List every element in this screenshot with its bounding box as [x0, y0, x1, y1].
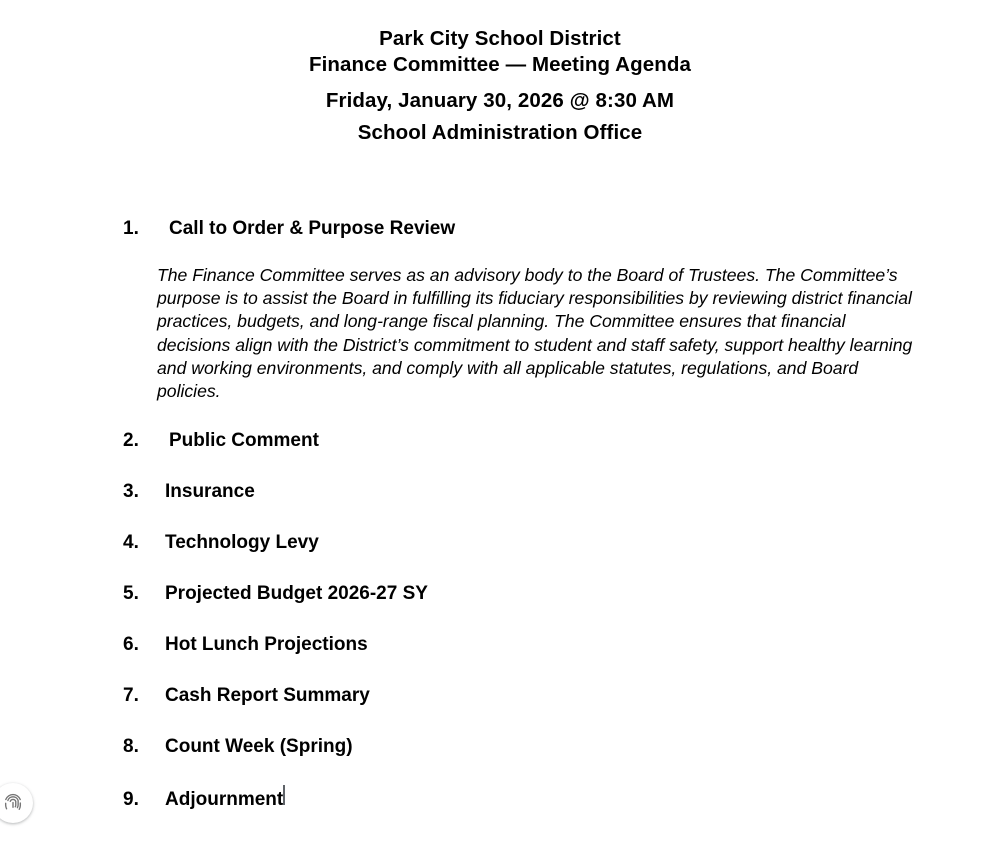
- header-line-datetime: Friday, January 30, 2026 @ 8:30 AM: [325, 89, 675, 112]
- agenda-list: [0, 216, 1000, 813]
- agenda-item-8[interactable]: [0, 734, 1000, 760]
- agenda-item-1[interactable]: [0, 216, 1000, 242]
- spacer: [0, 709, 1000, 734]
- fingerprint-icon: [2, 792, 24, 814]
- agenda-item-title: Hot Lunch Projections: [165, 634, 368, 656]
- agenda-item-7[interactable]: [0, 683, 1000, 709]
- agenda-item-number: 3.: [123, 481, 139, 503]
- agenda-item-4[interactable]: [0, 530, 1000, 556]
- header-line-district: Park City School District: [379, 27, 621, 50]
- fingerprint-button[interactable]: [0, 783, 33, 823]
- agenda-item-2[interactable]: [0, 428, 1000, 454]
- agenda-item-number: 8.: [123, 736, 139, 758]
- agenda-item-number: 1.: [123, 218, 139, 239]
- agenda-item-title: Count Week (Spring): [165, 736, 353, 758]
- spacer: [0, 658, 1000, 683]
- agenda-item-title: Insurance: [165, 481, 255, 503]
- text-caret: [283, 785, 285, 805]
- spacer: [0, 607, 1000, 632]
- agenda-item-number: 4.: [123, 532, 139, 554]
- agenda-item-number: 7.: [123, 685, 139, 707]
- agenda-item-number: 5.: [123, 583, 139, 605]
- spacer: [0, 760, 1000, 785]
- agenda-item-title: Projected Budget 2026-27 SY: [165, 583, 428, 605]
- agenda-item-5[interactable]: [0, 581, 1000, 607]
- spacer: [0, 505, 1000, 530]
- agenda-item-1-description: The Finance Committee serves as an advisory body to the Board of Trustees. The Committee’s purpose is to assist the Board in fulfilling its fiduciary responsibilities by reviewing district financial practices, budgets, and long-range fiscal planning. The Committee ensures that financial decisions align with the District’s commitment to student and staff safety, support healthy learning and working environments, and comply with all applicable statutes, regulations, and Board policies.: [157, 265, 913, 402]
- agenda-item-9[interactable]: [0, 785, 1000, 813]
- header-line-committee: Finance Committee — Meeting Agenda: [309, 53, 691, 76]
- spacer: [0, 403, 1000, 428]
- agenda-item-title: Technology Levy: [165, 532, 319, 554]
- agenda-item-title: Public Comment: [169, 430, 319, 452]
- spacer: [0, 556, 1000, 581]
- agenda-item-number: 9.: [123, 789, 139, 811]
- agenda-item-6[interactable]: [0, 632, 1000, 658]
- spacer: [0, 454, 1000, 479]
- document-header: [0, 26, 1000, 149]
- agenda-item-title: Cash Report Summary: [165, 685, 370, 707]
- agenda-item-number: 6.: [123, 634, 139, 656]
- agenda-item-3[interactable]: [0, 479, 1000, 505]
- agenda-item-title: Call to Order & Purpose Review: [169, 218, 456, 239]
- agenda-item-title: Adjournment: [165, 789, 284, 811]
- header-line-location: School Administration Office: [357, 121, 643, 144]
- agenda-item-number: 2.: [123, 430, 139, 452]
